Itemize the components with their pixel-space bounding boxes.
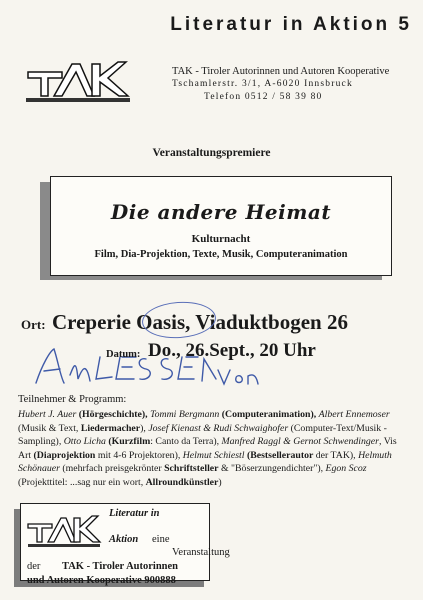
participant-desc: (Musik & Text, [18,422,81,434]
participant-name: Hubert J. Auer [18,409,77,420]
footer-line-3: Veranstaltung [172,547,230,558]
participant-desc: (mehrfach preisgekrönter [59,463,165,475]
participant-desc: (Hörgeschichte), [76,409,151,420]
participant-name: Josef Kienast & Rudi Schwaighofer [148,422,289,434]
participant-desc: mit 4-6 Projektoren), [95,449,183,461]
participant-name: Albert Ennemoser [318,409,390,420]
participant-desc: (Computer-Text/Musik - Sampling), [18,422,387,448]
tak-logo [22,46,132,106]
org-address: Tschamlerstr. 3/1, A-6020 Innsbruck [172,79,353,89]
footer-line-5: und Autoren Kooperative 900888 [27,575,176,586]
participant-desc: (Diaprojektion [33,449,96,461]
participant-desc: (Kurzfilm [105,436,151,448]
participant-desc: ) [218,476,222,488]
date-value: Do., 26.Sept., 20 Uhr [148,340,316,361]
title-box [50,176,392,276]
participant-desc: Liedermacher [80,422,141,434]
participant-name: Manfred Raggl & Gernot Schwendinger [221,436,379,448]
footer-tak: TAK - Tiroler Autorinnen [62,561,179,572]
footer-aktion: Aktion [109,534,139,545]
participant-name: Otto Licha [63,436,106,448]
series-title: Literatur in Aktion 5 [170,14,412,35]
participant-desc: : Canto da Terra), [150,436,222,448]
participants-list [18,408,408,490]
participant-desc: der TAK), [313,449,359,461]
participant-desc: ), [140,422,149,434]
participant-name: Egon Scoz [325,463,367,475]
tak-logo-small [26,508,102,552]
participant-desc: (Bestsellerautor [244,449,314,461]
footer-eine: eine [152,534,170,545]
handwritten-mark [214,366,264,388]
participant-desc: (Projekttitel: ...sag nur ein wort, [18,476,146,488]
participants-heading: Teilnehmer & Programm: [18,394,127,405]
participant-desc: , Vis Art [18,436,397,461]
event-title: Die andere Heimat [110,200,332,224]
location-value: Creperie Oasis, Viaduktbogen 26 [52,310,348,334]
event-program-line: Film, Dia-Projektion, Texte, Musik, Computeranimation [94,249,348,260]
org-name: TAK - Tiroler Autorinnen und Autoren Kooperative [172,66,390,77]
event-subtitle: Kulturnacht [191,233,251,245]
participant-name: Helmuth Schönauer [18,449,392,475]
premiere-heading: Veranstaltungspremiere [152,147,271,159]
location-label: Ort: [21,317,46,332]
date-label: Datum: [106,349,141,360]
participant-name: Helmut Schiestl [182,449,245,461]
participant-desc: Allroundkünstler [145,476,219,488]
footer-line-1: Literatur in [109,508,160,519]
org-phone: Telefon 0512 / 58 39 80 [204,92,323,102]
footer-der: der [27,561,41,572]
participant-desc: & "Böserzungendichter"), [218,463,326,475]
participant-name: Tommi Bergmann [150,409,220,420]
participant-desc: (Computeranimation), [219,409,319,420]
participant-desc: Schriftsteller [164,463,219,475]
